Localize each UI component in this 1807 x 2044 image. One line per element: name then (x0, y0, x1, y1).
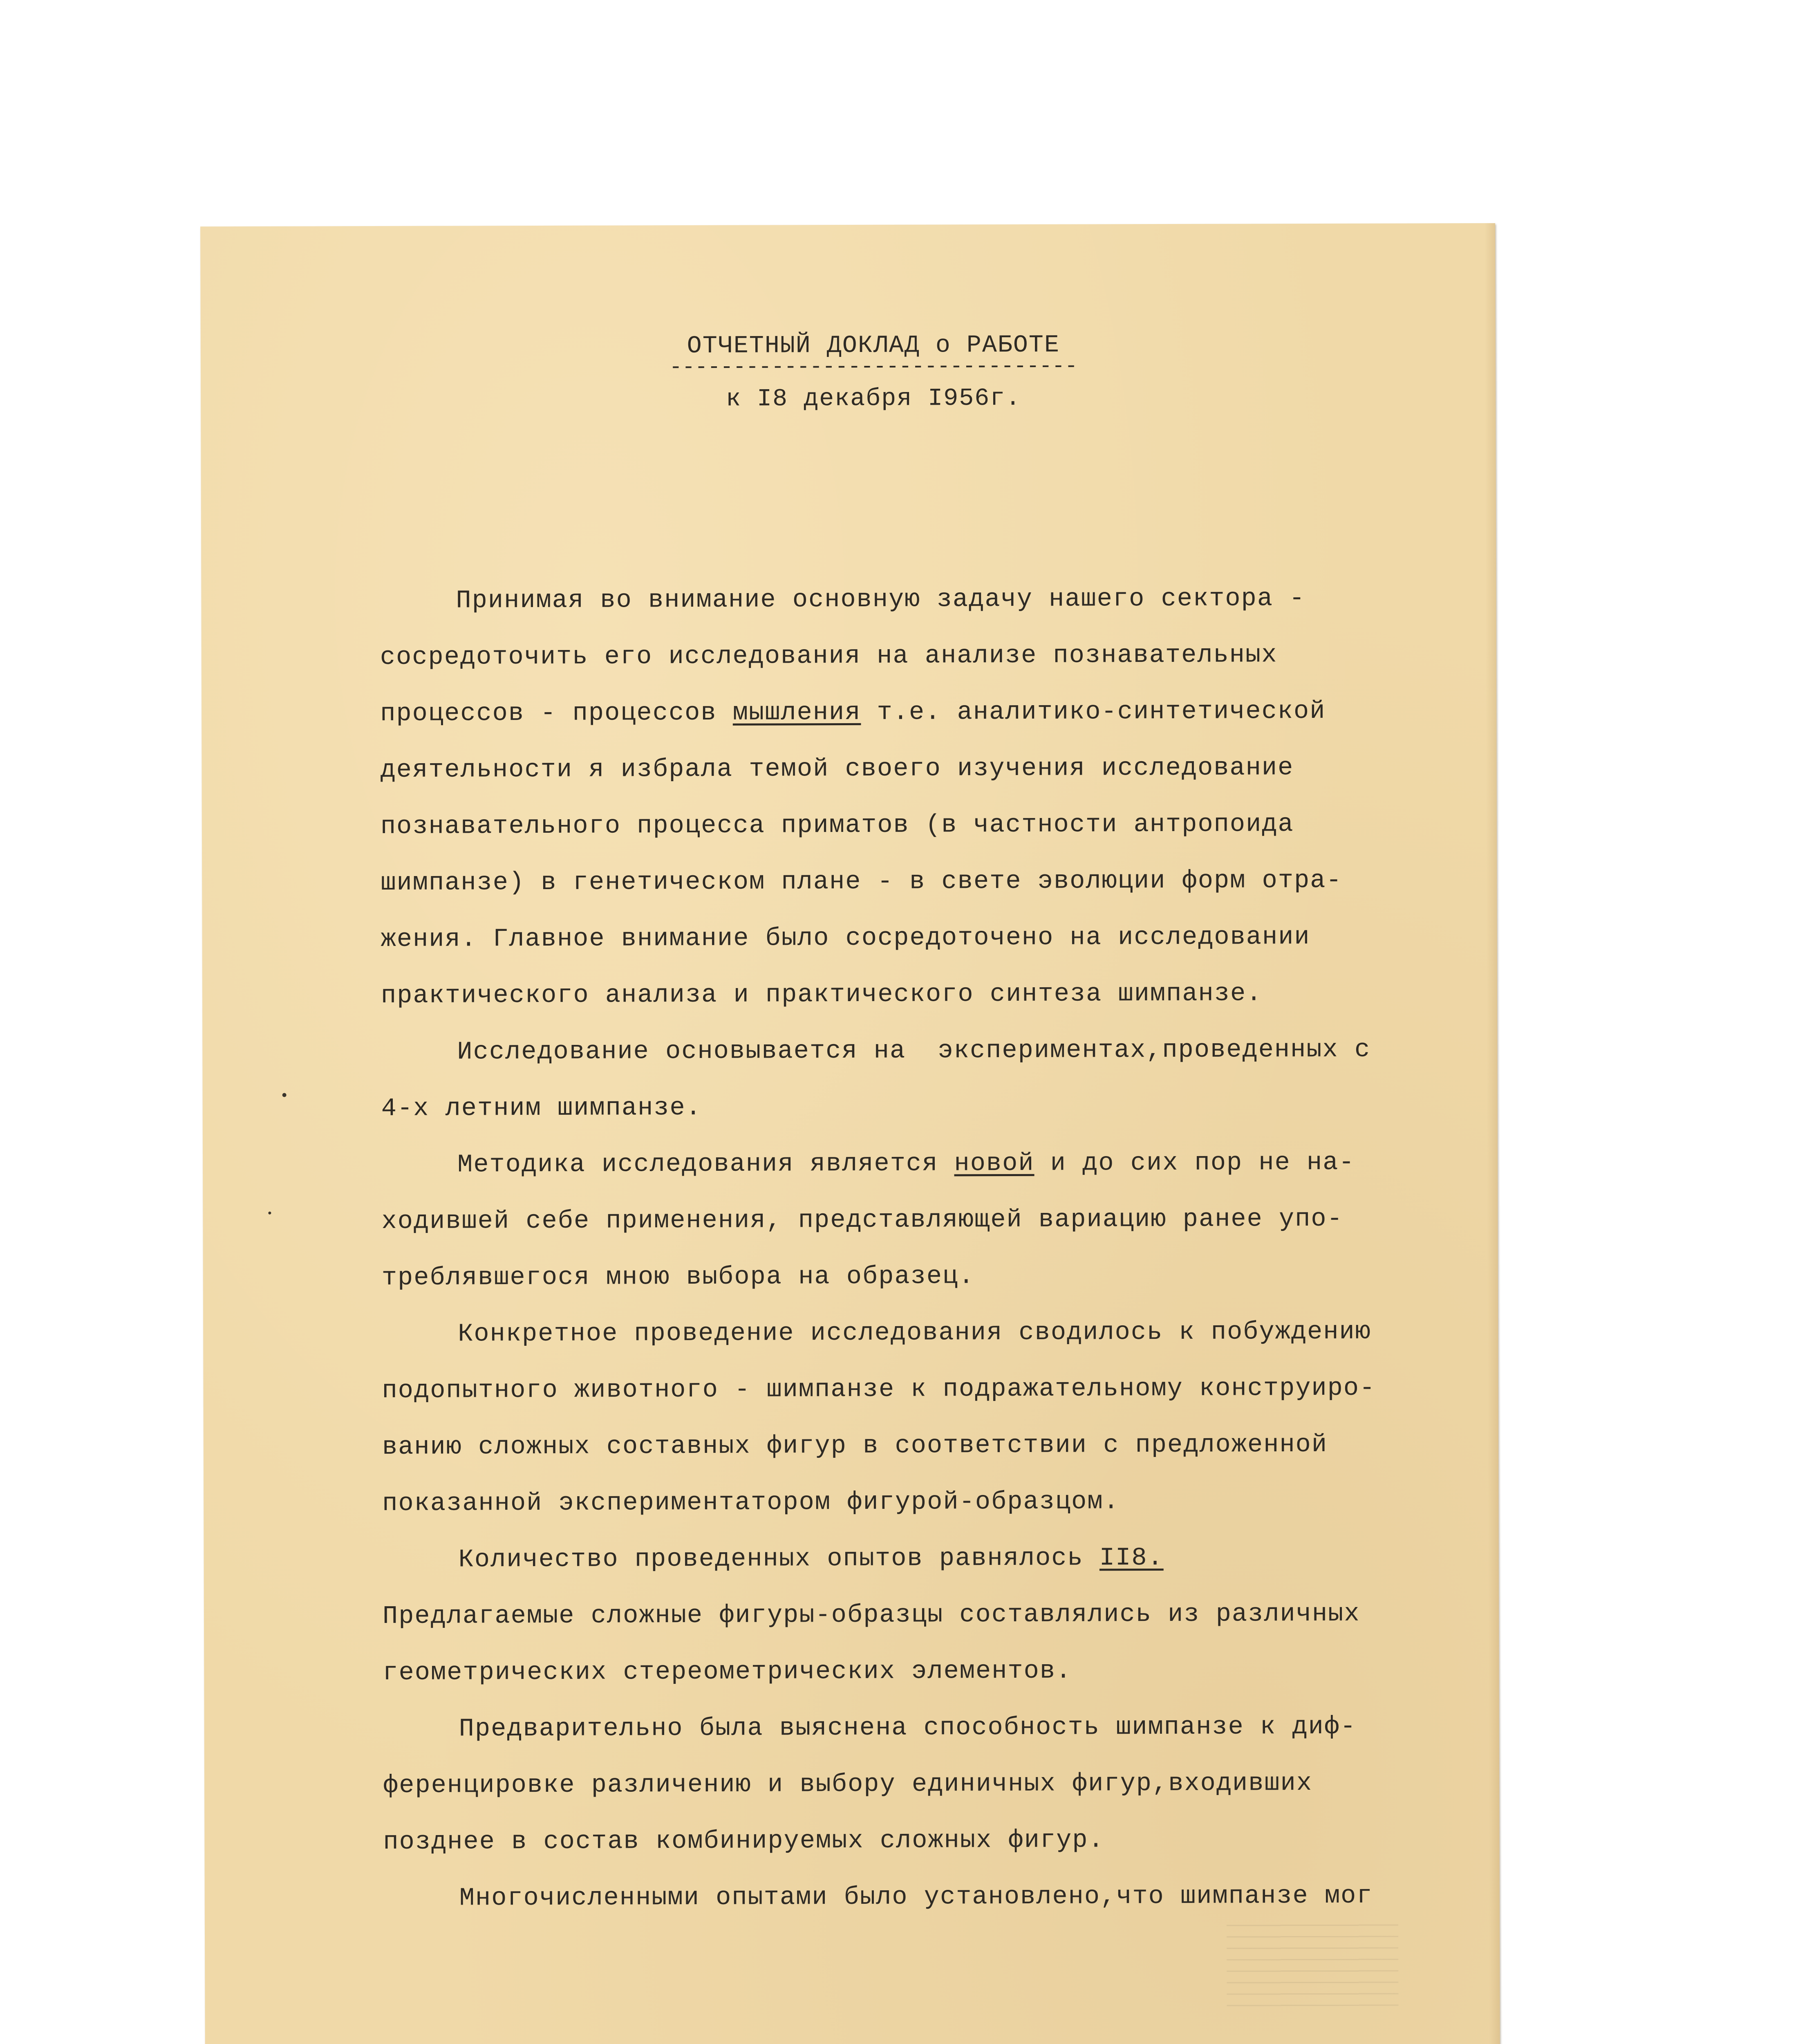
text-line (382, 1529, 1486, 1588)
text-line (381, 852, 1484, 911)
text-line (383, 1867, 1487, 1927)
report-date: к I8 декабря I956г. (726, 384, 1021, 413)
text-segment: шимпанзе) в генетическом плане - в свете эволюции форм отра- (381, 865, 1342, 898)
text-line (381, 965, 1485, 1024)
text-line (381, 796, 1484, 855)
text-line (381, 908, 1484, 968)
text-line (383, 1642, 1486, 1701)
text-segment: Конкретное проведение исследования сводилось к побуждению (458, 1317, 1372, 1349)
text-line (380, 739, 1484, 798)
title-underline-rule: -------------------------------- (669, 354, 1078, 380)
underlined-word: мышления (732, 697, 861, 727)
report-title: ОТЧЕТНЫЙ ДОКЛАД о РАБОТЕ (687, 331, 1060, 361)
text-segment: показанной экспериментатором фигурой-образцом. (382, 1487, 1120, 1518)
text-segment: практического анализа и практического синтеза шимпанзе. (381, 979, 1263, 1011)
text-line (382, 1303, 1485, 1363)
text-line (382, 1247, 1485, 1306)
text-line (381, 1190, 1485, 1250)
text-segment: подопытного животного - шимпанзе к подражательному конструиро- (382, 1373, 1376, 1405)
text-line (383, 1811, 1487, 1870)
text-line (382, 1360, 1485, 1419)
text-segment: Предварительно была выяснена способность шимпанзе к диф- (459, 1712, 1357, 1744)
text-segment: 4-х летним шимпанзе. (381, 1093, 702, 1123)
report-body (380, 570, 1487, 1927)
text-segment: треблявшегося мною выбора на образец. (381, 1262, 975, 1293)
text-line (383, 1698, 1487, 1757)
text-line (380, 626, 1484, 686)
text-segment: геометрических стереометрических элементов. (383, 1656, 1072, 1687)
text-line (382, 1472, 1486, 1532)
underlined-word: II8. (1099, 1543, 1164, 1573)
text-line (381, 1078, 1485, 1137)
faint-stamp-mark (1227, 1924, 1399, 2006)
text-line (380, 570, 1483, 629)
text-segment: Количество проведенных опытов равнялось (458, 1543, 1099, 1574)
text-segment: Предлагаемые сложные фигуры-образцы составлялись из различных (382, 1599, 1360, 1631)
text-segment: жения. Главное внимание было сосредоточено на исследовании (381, 922, 1310, 954)
text-segment: позднее в состав комбинируемых сложных фигур. (383, 1825, 1104, 1856)
text-segment: Многочисленными опытами было установлено,что шимпанзе мог (459, 1881, 1373, 1913)
text-segment: т.е. аналитико-синтетической (861, 696, 1326, 727)
text-segment: сосредоточить его исследования на анализе познавательных (380, 640, 1278, 672)
text-line (380, 683, 1484, 742)
text-segment: процессов - процессов (380, 698, 733, 728)
text-segment: ванию сложных составных фигур в соответствии с предложенной (382, 1430, 1328, 1462)
text-line (383, 1585, 1486, 1645)
underlined-word: новой (954, 1148, 1034, 1178)
text-line (382, 1416, 1486, 1475)
text-segment: познавательного процесса приматов (в частности антропоида (380, 809, 1294, 841)
text-segment: ференцировке различению и выбору единичных фигур,входивших (383, 1768, 1313, 1800)
paper-speck (282, 1093, 287, 1097)
text-segment: ходившей себе применения, представляющей вариацию ранее упо- (381, 1204, 1343, 1236)
text-line (383, 1755, 1487, 1814)
text-segment: Принимая во внимание основную задачу нашего сектора - (456, 584, 1305, 615)
text-line (381, 1134, 1485, 1193)
text-segment: и до сих пор не на- (1034, 1148, 1355, 1178)
typewritten-page (200, 223, 1500, 2044)
text-segment: Исследование основывается на экспериментах,проведенных с (457, 1035, 1371, 1067)
text-segment: деятельности я избрала темой своего изучения исследование (380, 753, 1294, 785)
text-segment: Методика исследования является (457, 1149, 954, 1179)
paper-speck (268, 1212, 271, 1215)
text-line (381, 1021, 1485, 1080)
